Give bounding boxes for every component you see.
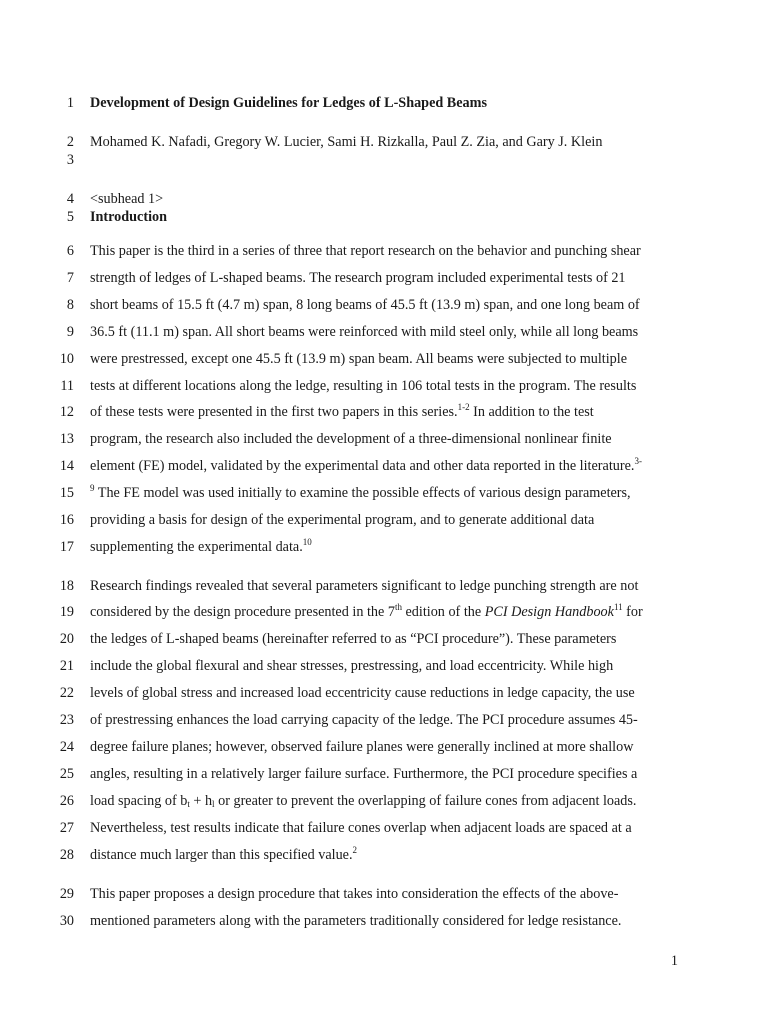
book-title: PCI Design Handbook <box>484 604 614 620</box>
line-28 <box>0 845 768 865</box>
line-22 <box>0 683 768 703</box>
line-8 <box>0 295 768 315</box>
line-number: 8 <box>66 297 74 313</box>
body-text: This paper proposes a design procedure that takes into consideration the effects of the above- <box>90 886 619 902</box>
line-6 <box>0 241 768 261</box>
line-number: 18 <box>59 578 74 594</box>
body-text: degree failure planes; however, observed failure planes were generally inclined at more shallow <box>90 739 634 755</box>
body-text: mentioned parameters along with the parameters traditionally considered for ledge resistance. <box>90 913 622 929</box>
formula-symbol: b <box>180 793 188 809</box>
line-5 <box>0 207 768 227</box>
body-text: Research findings revealed that several parameters significant to ledge punching strength are not <box>90 578 639 594</box>
text-segment: The FE model was used initially to examine the possible effects of various design parameters, <box>94 485 631 501</box>
line-number: 22 <box>59 685 74 701</box>
line-15 <box>0 483 768 503</box>
line-2 <box>0 132 768 152</box>
line-10 <box>0 349 768 369</box>
line-number: 10 <box>59 351 74 367</box>
line-18 <box>0 576 768 596</box>
line-4 <box>0 189 768 209</box>
body-text: strength of ledges of L-shaped beams. The research program included experimental tests of 21 <box>90 270 626 286</box>
line-11 <box>0 376 768 396</box>
body-text: This paper is the third in a series of three that report research on the behavior and punching shear <box>90 243 641 259</box>
paper-title: Development of Design Guidelines for Ledges of L-Shaped Beams <box>90 95 487 111</box>
formula-symbol: h <box>204 793 213 809</box>
body-text: providing a basis for design of the experimental program, and to generate additional data <box>90 512 595 528</box>
text-segment: supplementing the experimental data. <box>90 539 303 555</box>
line-number: 26 <box>59 793 74 809</box>
body-text <box>90 483 631 503</box>
line-number: 23 <box>59 712 74 728</box>
body-text: tests at different locations along the ledge, resulting in 106 total tests in the program. The results <box>90 378 637 394</box>
line-29 <box>0 884 768 904</box>
line-number: 2 <box>66 134 74 150</box>
line-number: 1 <box>66 95 74 111</box>
line-21 <box>0 656 768 676</box>
line-number: 7 <box>66 270 74 286</box>
citation-ref: 9 <box>90 483 95 493</box>
line-14 <box>0 456 768 476</box>
line-1 <box>0 93 768 113</box>
body-text <box>90 602 643 622</box>
body-text: the ledges of L-shaped beams (hereinafter referred to as “PCI procedure”). These parameters <box>90 631 617 647</box>
subhead-tag: <subhead 1> <box>90 191 164 207</box>
section-heading: Introduction <box>90 209 167 225</box>
line-20 <box>0 629 768 649</box>
line-25 <box>0 764 768 784</box>
body-text: Nevertheless, test results indicate that failure cones overlap when adjacent loads are spaced at a <box>90 820 632 836</box>
body-text: include the global flexural and shear stresses, prestressing, and load eccentricity. While high <box>90 658 614 674</box>
citation-ref: 10 <box>302 537 312 547</box>
formula-operator: + <box>189 793 205 809</box>
line-number: 25 <box>59 766 74 782</box>
citation-ref: 2 <box>352 845 358 855</box>
line-number: 15 <box>59 485 74 501</box>
text-segment: of these tests were presented in the first two papers in this series. <box>90 404 458 420</box>
line-number: 24 <box>59 739 74 755</box>
body-text <box>90 845 357 865</box>
line-number: 5 <box>66 209 74 225</box>
body-text <box>90 537 312 557</box>
text-segment: or greater to prevent the overlapping of failure cones from adjacent loads. <box>214 793 637 809</box>
line-number: 19 <box>59 604 74 620</box>
text-segment: distance much larger than this specified value. <box>90 847 353 863</box>
line-number: 13 <box>59 431 74 447</box>
body-text <box>90 456 642 476</box>
line-9 <box>0 322 768 342</box>
body-text: program, the research also included the development of a three-dimensional nonlinear finite <box>90 431 612 447</box>
line-27 <box>0 818 768 838</box>
line-number: 6 <box>66 243 74 259</box>
ordinal-suffix: th <box>394 602 402 612</box>
text-segment: edition of the <box>401 604 485 620</box>
line-12 <box>0 402 768 422</box>
line-number: 11 <box>60 378 74 394</box>
citation-ref: 1-2 <box>457 402 470 412</box>
line-number: 20 <box>59 631 74 647</box>
line-number: 29 <box>59 886 74 902</box>
page-number: 1 <box>670 953 678 969</box>
text-segment: element (FE) model, validated by the experimental data and other data reported in the literature. <box>90 458 635 474</box>
text-segment: considered by the design procedure presented in the 7 <box>90 604 395 620</box>
body-text <box>90 791 636 811</box>
line-13 <box>0 429 768 449</box>
line-16 <box>0 510 768 530</box>
citation-ref: 11 <box>613 602 623 612</box>
line-24 <box>0 737 768 757</box>
line-number: 9 <box>66 324 74 340</box>
line-17 <box>0 537 768 557</box>
text-segment: load spacing of <box>90 793 181 809</box>
body-text: short beams of 15.5 ft (4.7 m) span, 8 long beams of 45.5 ft (13.9 m) span, and one long beam of <box>90 297 640 313</box>
formula-bt-plus-hl <box>180 793 214 809</box>
author-list: Mohamed K. Nafadi, Gregory W. Lucier, Sami H. Rizkalla, Paul Z. Zia, and Gary J. Klein <box>90 134 603 150</box>
text-segment: In addition to the test <box>469 404 594 420</box>
line-19 <box>0 602 768 622</box>
line-number: 30 <box>59 913 74 929</box>
citation-ref: 3- <box>634 456 642 466</box>
line-number: 16 <box>59 512 74 528</box>
line-number: 4 <box>66 191 74 207</box>
line-number: 27 <box>59 820 74 836</box>
line-number: 28 <box>59 847 74 863</box>
line-number: 21 <box>59 658 74 674</box>
line-number: 12 <box>59 404 74 420</box>
line-30 <box>0 911 768 931</box>
formula-subscript: l <box>212 799 215 809</box>
body-text <box>90 402 594 422</box>
line-7 <box>0 268 768 288</box>
line-26 <box>0 791 768 811</box>
line-3 <box>0 150 768 170</box>
body-text: angles, resulting in a relatively larger failure surface. Furthermore, the PCI procedure specifies a <box>90 766 638 782</box>
body-text: 36.5 ft (11.1 m) span. All short beams were reinforced with mild steel only, while all long beams <box>90 324 639 340</box>
body-text: levels of global stress and increased load eccentricity cause reductions in ledge capacity, the use <box>90 685 635 701</box>
line-23 <box>0 710 768 730</box>
line-number: 14 <box>59 458 74 474</box>
body-text: were prestressed, except one 45.5 ft (13.9 m) span beam. All beams were subjected to multiple <box>90 351 627 367</box>
body-text: of prestressing enhances the load carrying capacity of the ledge. The PCI procedure assumes 45- <box>90 712 638 728</box>
line-number: 17 <box>59 539 74 555</box>
line-number: 3 <box>66 152 74 168</box>
text-segment: for <box>622 604 643 620</box>
formula-subscript: t <box>187 799 190 809</box>
